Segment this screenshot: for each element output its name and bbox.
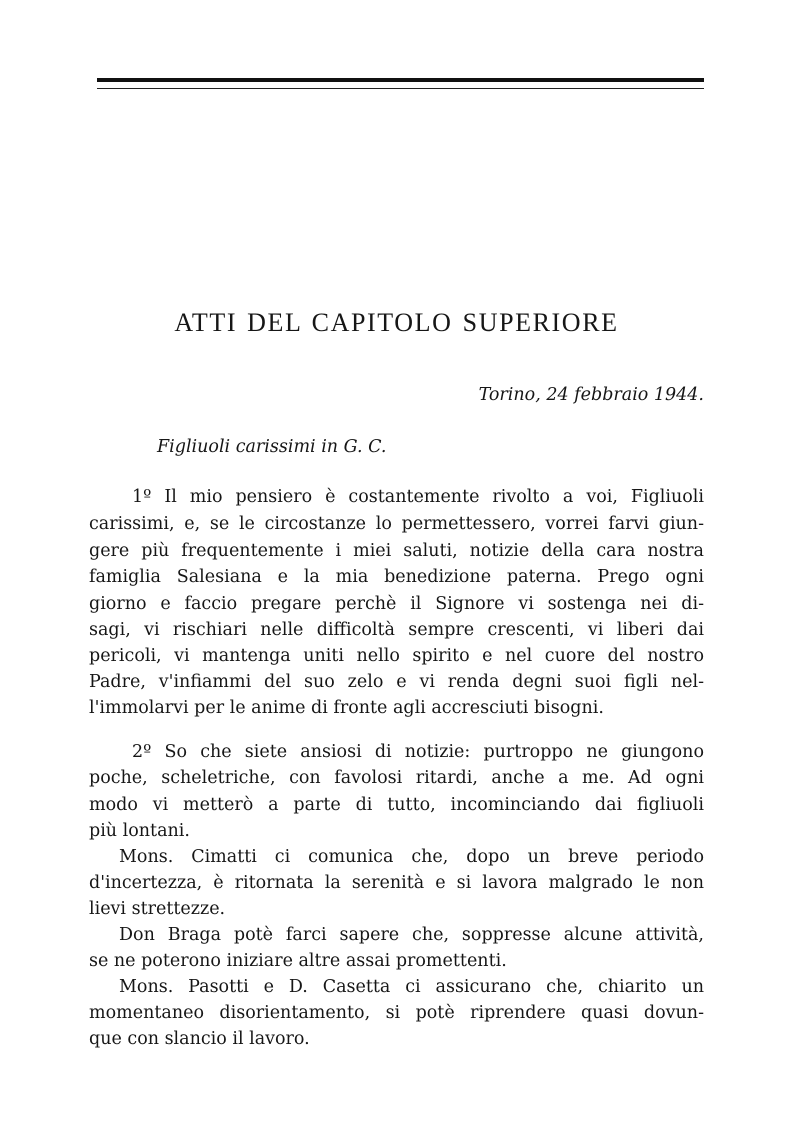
- paragraph-2-line: lievi strettezze.: [89, 899, 226, 919]
- paragraph-2-line: Mons. Pasotti e D. Casetta ci assicurano che, chiarito un: [119, 977, 704, 997]
- header-rule-thin: [97, 88, 704, 89]
- salutation: Figliuoli carissimi in G. C.: [157, 437, 387, 457]
- header-rule-thick: [97, 78, 704, 82]
- paragraph-2-line: momentaneo disorientamento, si potè riprendere quasi dovun-: [89, 1003, 704, 1023]
- paragraph-1-line: Padre, v'infiammi del suo zelo e vi renda degni suoi figli nel-: [89, 672, 704, 692]
- dateline: Torino, 24 febbraio 1944.: [478, 385, 704, 405]
- paragraph-1-line: l'immolarvi per le anime di fronte agli accresciuti bisogni.: [89, 698, 604, 718]
- paragraph-1-line: 1º Il mio pensiero è costantemente rivolto a voi, Figliuoli: [132, 487, 704, 507]
- paragraph-2-line: que con slancio il lavoro.: [89, 1029, 310, 1049]
- paragraph-2-line: Don Braga potè farci sapere che, soppresse alcune attività,: [119, 925, 704, 945]
- page-title: ATTI DEL CAPITOLO SUPERIORE: [174, 308, 619, 337]
- paragraph-1-line: giorno e faccio pregare perchè il Signore vi sostenga nei di-: [89, 594, 704, 614]
- paragraph-2-line: Mons. Cimatti ci comunica che, dopo un breve periodo: [119, 847, 704, 867]
- paragraph-2-line: poche, scheletriche, con favolosi ritardi, anche a me. Ad ogni: [89, 768, 704, 788]
- paragraph-1-line: carissimi, e, se le circostanze lo permettessero, vorrei farvi giun-: [89, 514, 704, 534]
- paragraph-1-line: gere più frequentemente i miei saluti, notizie della cara nostra: [89, 541, 704, 561]
- paragraph-1-line: sagi, vi rischiari nelle difficoltà sempre crescenti, vi liberi dai: [89, 620, 704, 640]
- paragraph-1-line: pericoli, vi mantenga uniti nello spirito e nel cuore del nostro: [89, 646, 704, 666]
- paragraph-2-line: d'incertezza, è ritornata la serenità e si lavora malgrado le non: [89, 873, 704, 893]
- paragraph-1-line: famiglia Salesiana e la mia benedizione paterna. Prego ogni: [89, 567, 704, 587]
- paragraph-2-line: modo vi metterò a parte di tutto, incominciando dai figliuoli: [89, 795, 704, 815]
- paragraph-2-line: 2º So che siete ansiosi di notizie: purtroppo ne giungono: [132, 742, 704, 762]
- paragraph-2-line: più lontani.: [89, 821, 190, 841]
- paragraph-2-line: se ne poterono iniziare altre assai promettenti.: [89, 951, 507, 971]
